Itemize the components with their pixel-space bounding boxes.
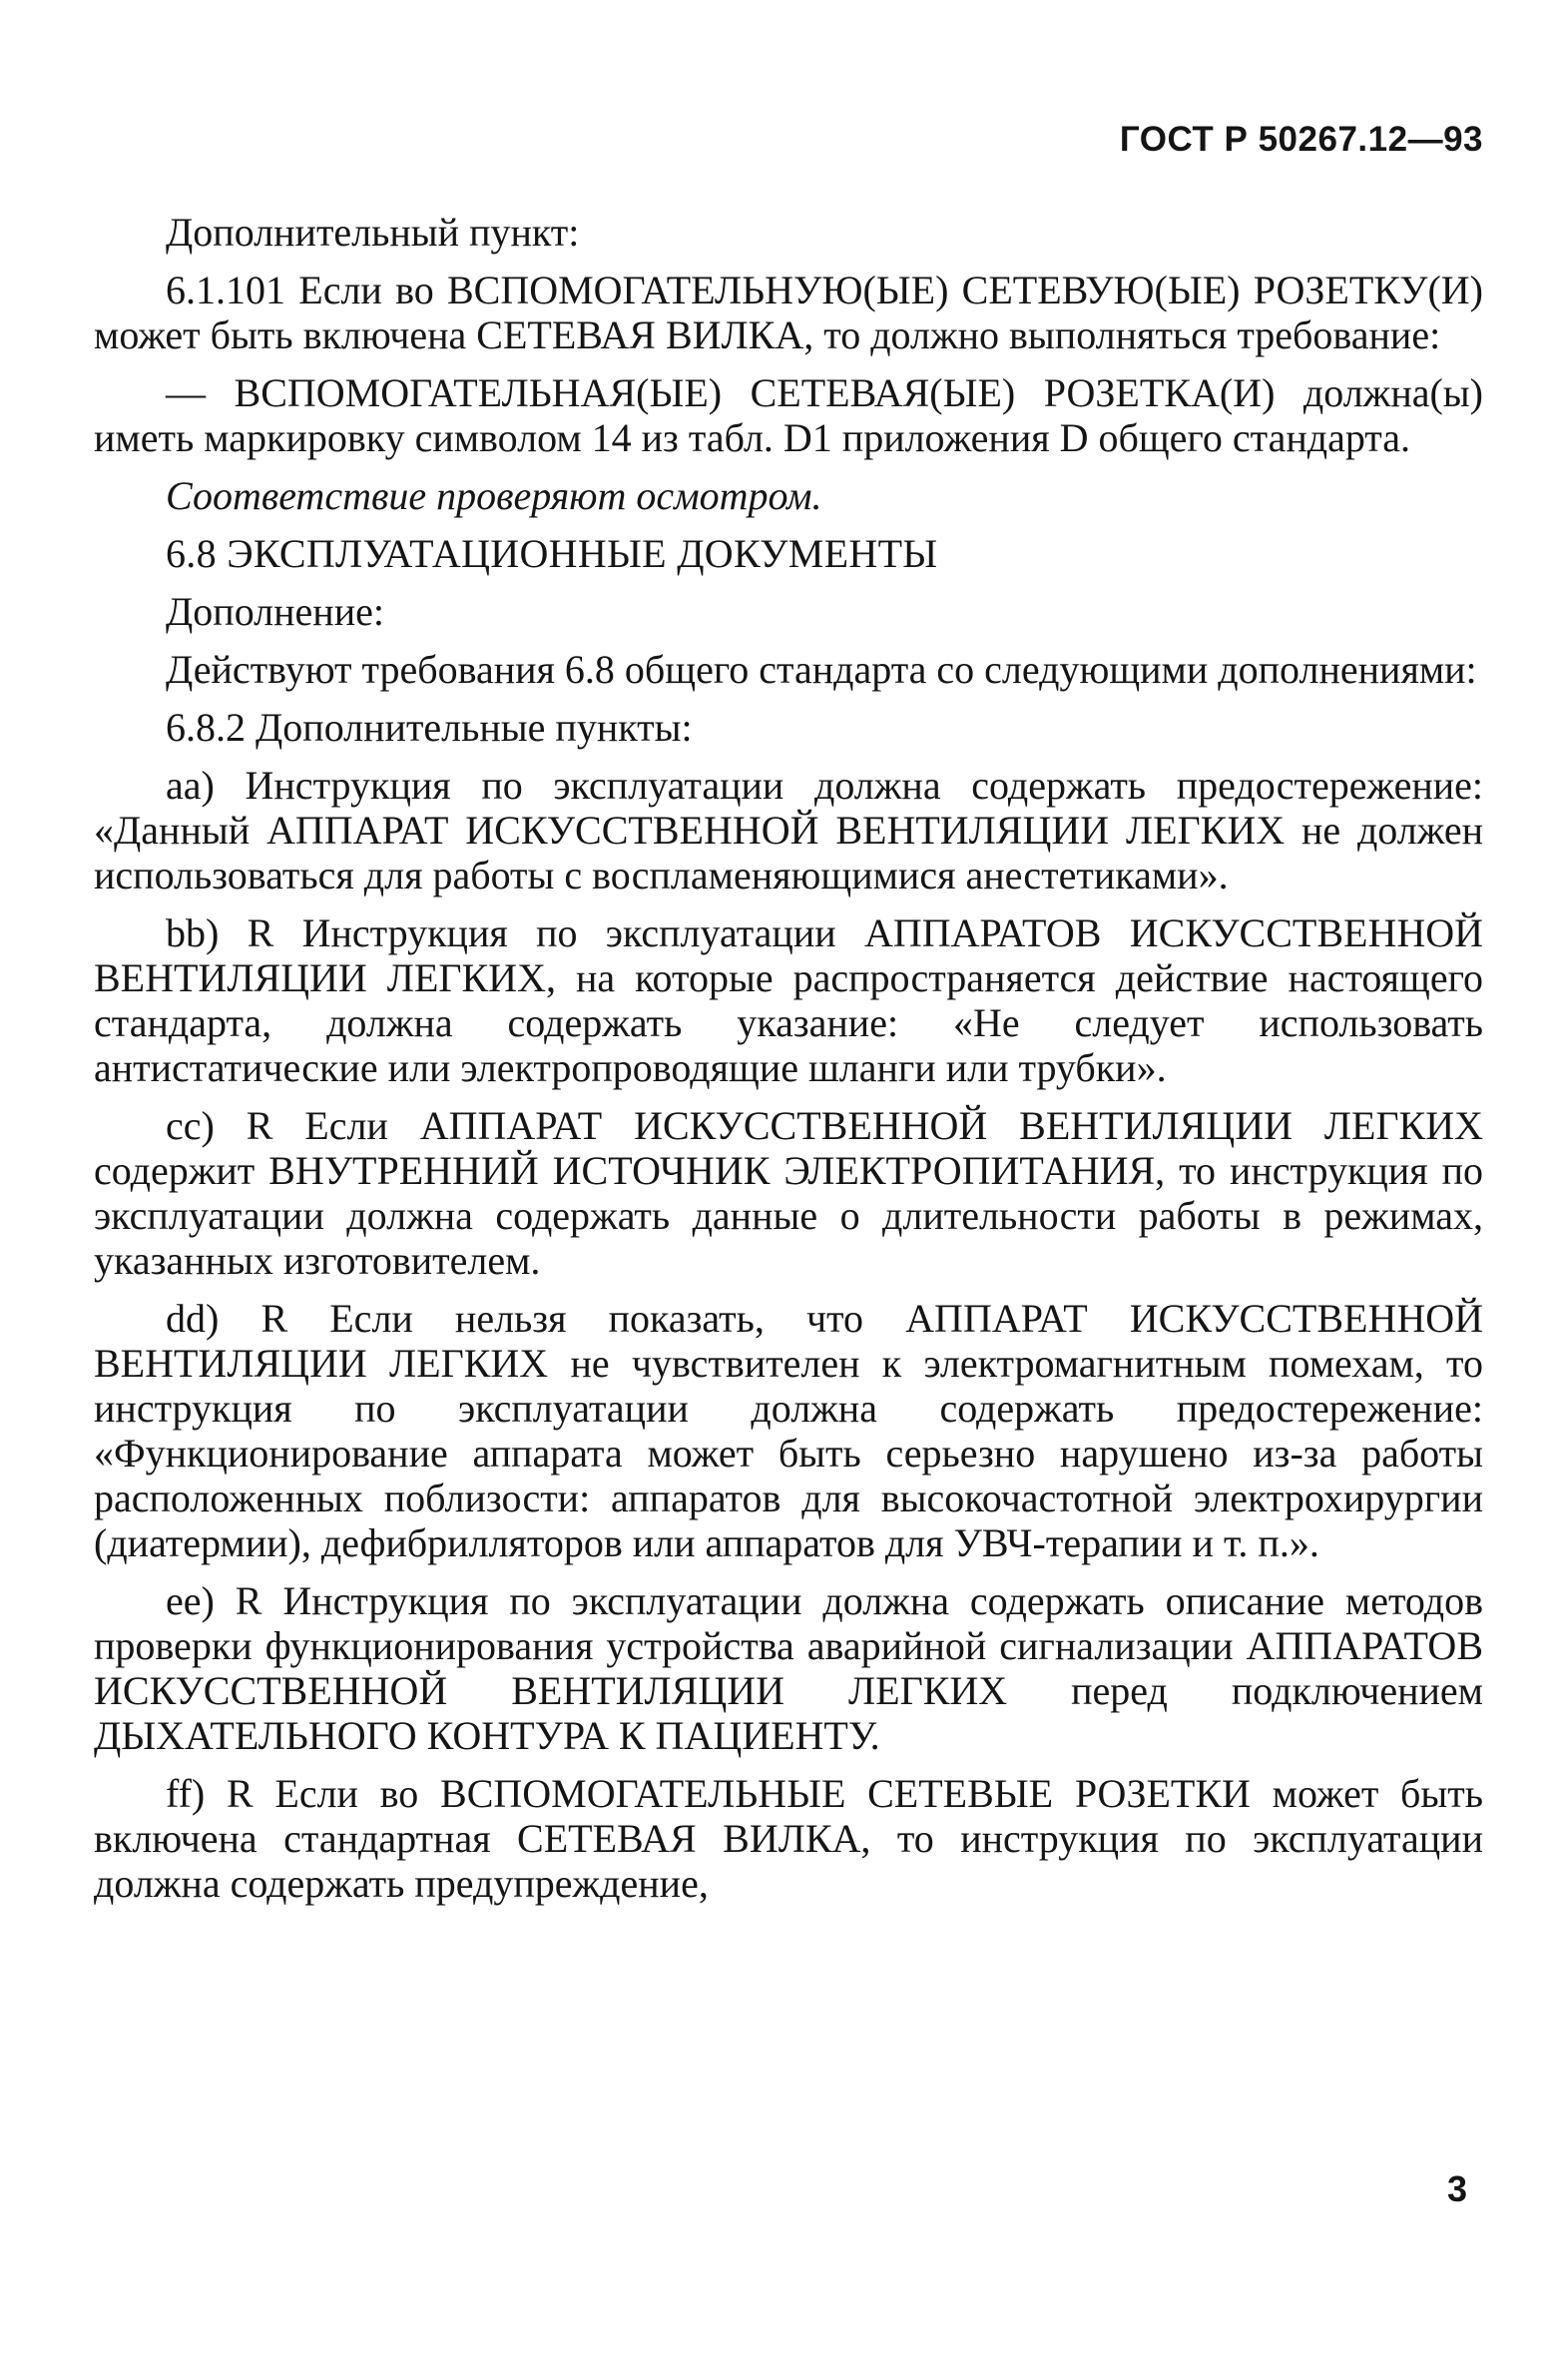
paragraph-requirements-6-8: Действуют требования 6.8 общего стандарта со следующими дополнениями: xyxy=(166,647,1477,692)
paragraph-6-8-2: 6.8.2 Дополнительные пункты: xyxy=(166,705,693,750)
document-body xyxy=(94,210,1483,1918)
paragraph-addition: Дополнение: xyxy=(166,589,384,634)
list-item-ee: ее) R Инструкция по эксплуатации должна содержать описание методов проверки функционирования устройства аварийной сигнализации АППАРАТОВ ИСКУССТВЕННОЙ ВЕНТИЛЯЦИИ ЛЕГКИХ перед подключением ДЫХАТЕЛЬНОГО КОНТУРА К ПАЦИЕНТУ. xyxy=(94,1578,1483,1758)
paragraph-socket-marking: — ВСПОМОГАТЕЛЬНАЯ(ЫЕ) СЕТЕВАЯ(ЫЕ) РОЗЕТКА(И) должна(ы) иметь маркировку символом 14 из табл. D1 приложения D общего стандарта. xyxy=(94,370,1483,460)
list-item-bb: bb) R Инструкция по эксплуатации АППАРАТОВ ИСКУССТВЕННОЙ ВЕНТИЛЯЦИИ ЛЕГКИХ, на которые распространяется действие настоящего стандарта, должна содержать указание: «Не следует использовать антистатические или электропроводящие шланги или трубки». xyxy=(94,910,1483,1090)
list-item-cc: cc) R Если АППАРАТ ИСКУССТВЕННОЙ ВЕНТИЛЯЦИИ ЛЕГКИХ содержит ВНУТРЕННИЙ ИСТОЧНИК ЭЛЕКТРОПИТАНИЯ, то инструкция по эксплуатации должна содержать данные о длительности работы в режимах, указанных изготовителем. xyxy=(94,1103,1483,1283)
list-item-ff: ff) R Если во ВСПОМОГАТЕЛЬНЫЕ СЕТЕВЫЕ РОЗЕТКИ может быть включена стандартная СЕТЕВАЯ ВИЛКА, то инструкция по эксплуатации должна содержать предупреждение, xyxy=(94,1771,1483,1906)
list-item-dd: dd) R Если нельзя показать, что АППАРАТ ИСКУССТВЕННОЙ ВЕНТИЛЯЦИИ ЛЕГКИХ не чувствителен к электромагнитным помехам, то инструкция по эксплуатации должна содержать предостережение: «Функционирование аппарата может быть серьезно нарушено из-за работы расположенных поблизости: аппаратов для высокочастотной электрохирургии (диатермии), дефибрилляторов или аппаратов для УВЧ-терапии и т. п.». xyxy=(94,1296,1483,1565)
paragraph-6-1-101: 6.1.101 Если во ВСПОМОГАТЕЛЬНУЮ(ЫЕ) СЕТЕВУЮ(ЫЕ) РОЗЕТКУ(И) может быть включена СЕТЕВАЯ ВИЛКА, то должно выполняться требование: xyxy=(94,268,1483,357)
page-number: 3 xyxy=(1446,2168,1467,2209)
list-item-aa: аа) Инструкция по эксплуатации должна содержать предостережение: «Данный АППАРАТ ИСКУССТВЕННОЙ ВЕНТИЛЯЦИИ ЛЕГКИХ не должен использоваться для работы с воспламеняющимися анестетиками». xyxy=(94,763,1483,897)
paragraph-compliance-check: Соответствие проверяют осмотром. xyxy=(166,473,822,518)
standard-header: ГОСТ Р 50267.12—93 xyxy=(1119,120,1483,159)
section-heading-6-8: 6.8 ЭКСПЛУАТАЦИОННЫЕ ДОКУМЕНТЫ xyxy=(166,531,938,576)
paragraph-additional-item: Дополнительный пункт: xyxy=(166,210,580,255)
